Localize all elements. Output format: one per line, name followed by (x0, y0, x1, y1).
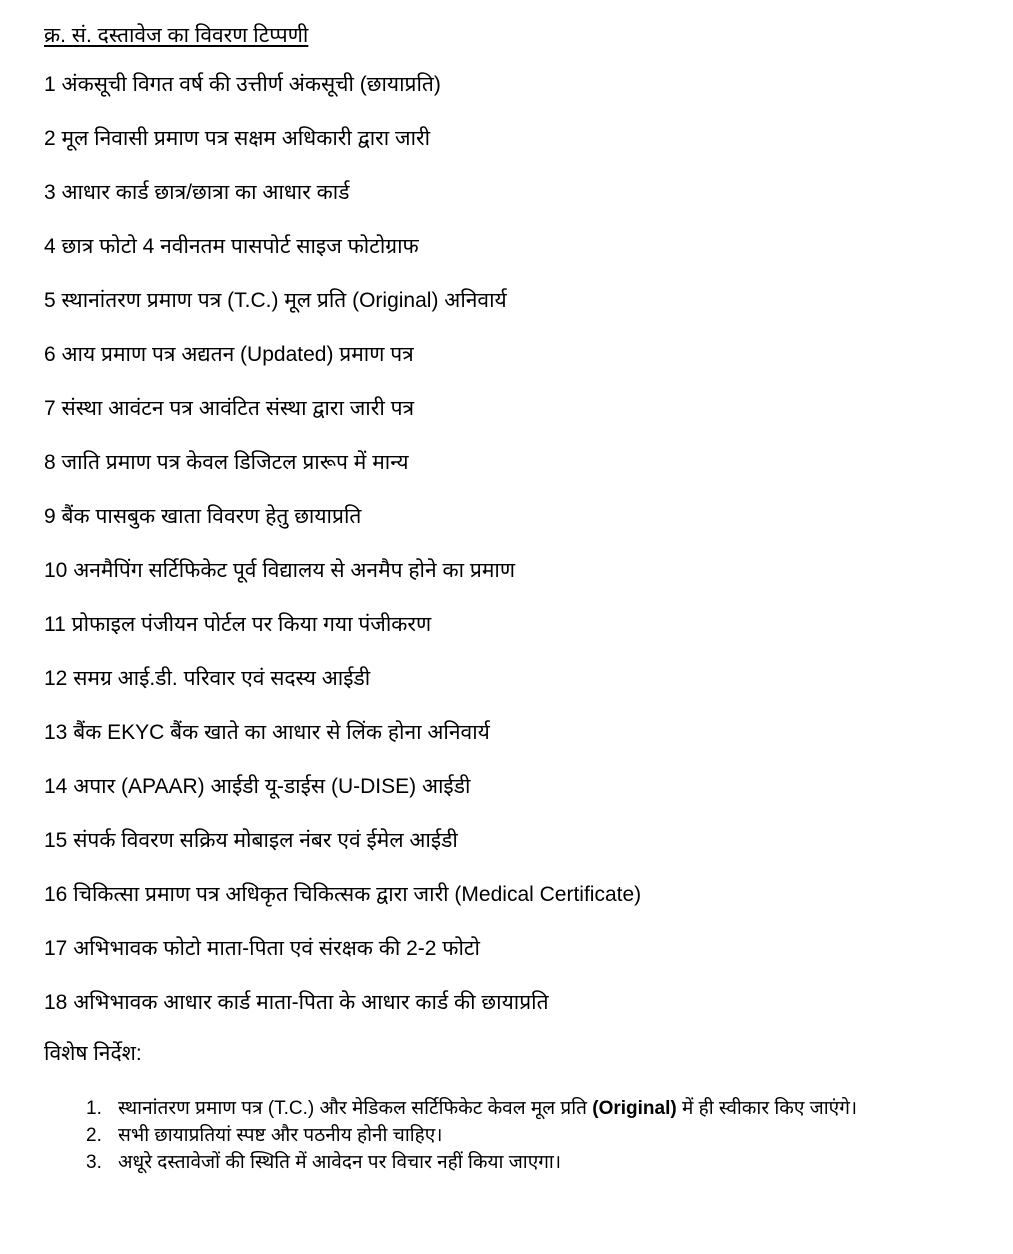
document-row-serial: 3 (44, 181, 56, 204)
document-row (44, 288, 984, 342)
document-row-description: बैंक पासबुक खाता विवरण हेतु छायाप्रति (61, 505, 362, 528)
special-instruction-text: स्थानांतरण प्रमाण पत्र (T.C.) और मेडिकल सर्टिफिकेट केवल मूल प्रति (Original) में ही स्वीकार किए जाएंगे। (118, 1098, 858, 1119)
document-row-description: आधार कार्ड छात्र/छात्रा का आधार कार्ड (61, 181, 350, 204)
document-row (44, 612, 984, 666)
document-row-serial: 4 (44, 235, 56, 258)
document-row-description: मूल निवासी प्रमाण पत्र सक्षम अधिकारी द्वारा जारी (61, 127, 431, 150)
document-row (44, 450, 984, 504)
document-row-description: जाति प्रमाण पत्र केवल डिजिटल प्रारूप में मान्य (61, 451, 409, 474)
document-table-heading: क्र. सं. दस्तावेज का विवरण टिप्पणी (44, 24, 309, 47)
document-row-description: चिकित्सा प्रमाण पत्र अधिकृत चिकित्सक द्वारा जारी (Medical Certificate) (73, 883, 642, 906)
document-row-description: स्थानांतरण प्रमाण पत्र (T.C.) मूल प्रति (Original) अनिवार्य (61, 289, 507, 312)
document-row-serial: 14 (44, 775, 68, 798)
special-instructions-list (44, 1096, 994, 1177)
document-row-serial: 13 (44, 721, 68, 744)
document-row-serial: 5 (44, 289, 56, 312)
document-row-serial: 8 (44, 451, 56, 474)
document-row-serial: 17 (44, 937, 68, 960)
document-row (44, 342, 984, 396)
document-row-description: अपार (APAAR) आईडी यू-डाईस (U-DISE) आईडी (73, 775, 471, 798)
document-row (44, 720, 984, 774)
document-list (44, 72, 984, 1044)
document-row (44, 72, 984, 126)
special-instruction-marker: 1. (86, 1098, 102, 1119)
special-instruction-item (44, 1150, 994, 1176)
document-row-description: अंकसूची विगत वर्ष की उत्तीर्ण अंकसूची (छायाप्रति) (61, 73, 441, 96)
document-row-description: प्रोफाइल पंजीयन पोर्टल पर किया गया पंजीकरण (71, 613, 432, 636)
document-row-description: छात्र फोटो 4 नवीनतम पासपोर्ट साइज फोटोग्राफ (61, 235, 419, 258)
document-row-description: आय प्रमाण पत्र अद्यतन (Updated) प्रमाण पत्र (61, 343, 414, 366)
document-row (44, 234, 984, 288)
document-row-serial: 9 (44, 505, 56, 528)
document-row (44, 666, 984, 720)
document-row (44, 828, 984, 882)
document-row-serial: 12 (44, 667, 68, 690)
document-row (44, 126, 984, 180)
document-row-serial: 11 (44, 613, 66, 636)
document-row-description: संपर्क विवरण सक्रिय मोबाइल नंबर एवं ईमेल आईडी (73, 829, 458, 852)
document-row (44, 774, 984, 828)
document-row-serial: 15 (44, 829, 68, 852)
document-row (44, 558, 984, 612)
document-row-serial: 16 (44, 883, 68, 906)
special-instructions-title: विशेष निर्देश: (44, 1042, 142, 1065)
document-row-serial: 10 (44, 559, 68, 582)
special-instruction-marker: 2. (86, 1125, 102, 1146)
document-row-serial: 2 (44, 127, 56, 150)
document-row-serial: 6 (44, 343, 56, 366)
document-row-description: समग्र आई.डी. परिवार एवं सदस्य आईडी (73, 667, 371, 690)
special-instruction-text: सभी छायाप्रतियां स्पष्ट और पठनीय होनी चाहिए। (118, 1125, 443, 1146)
document-row-description: अभिभावक फोटो माता-पिता एवं संरक्षक की 2-2 फोटो (73, 937, 480, 960)
document-row (44, 504, 984, 558)
document-row (44, 396, 984, 450)
special-instruction-item (44, 1096, 994, 1122)
document-row-serial: 7 (44, 397, 56, 420)
document-row (44, 990, 984, 1044)
document-row-description: बैंक EKYC बैंक खाते का आधार से लिंक होना अनिवार्य (73, 721, 490, 744)
document-row (44, 180, 984, 234)
document-row-serial: 18 (44, 991, 68, 1014)
document-row (44, 882, 984, 936)
special-instruction-item (44, 1123, 994, 1149)
special-instruction-text: अधूरे दस्तावेजों की स्थिति में आवेदन पर विचार नहीं किया जाएगा। (118, 1152, 562, 1173)
document-row-serial: 1 (44, 73, 56, 96)
document-row-description: संस्था आवंटन पत्र आवंटित संस्था द्वारा जारी पत्र (61, 397, 415, 420)
document-row-description: अभिभावक आधार कार्ड माता-पिता के आधार कार्ड की छायाप्रति (73, 991, 549, 1014)
document-row (44, 936, 984, 990)
document-row-description: अनमैपिंग सर्टिफिकेट पूर्व विद्यालय से अनमैप होने का प्रमाण (73, 559, 516, 582)
special-instruction-marker: 3. (86, 1152, 102, 1173)
